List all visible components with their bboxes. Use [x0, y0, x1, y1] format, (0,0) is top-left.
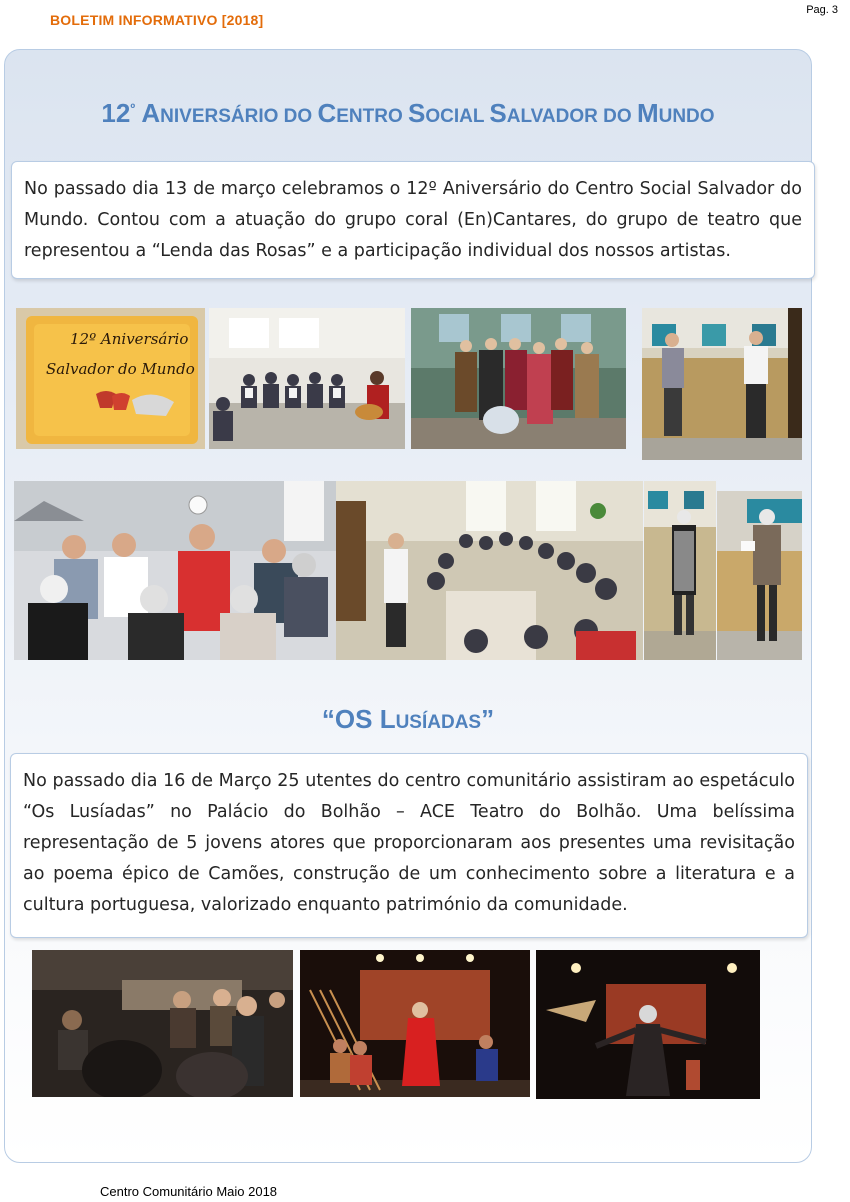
photo-stage-actors — [300, 950, 530, 1097]
photo-stage-performer — [536, 950, 760, 1099]
section-title-anniversary: $12^º$ ANIVERSÁRIO DO CENTRO SOCIAL SALVADOR DO MUNDO — [101, 98, 715, 128]
photo-hall-audience — [336, 481, 643, 660]
anniversary-paragraph: No passado dia 13 de março celebramos o 12º Aniversário do Centro Social Salvador do Mundo. Contou com a atuação do grupo coral (En)Cantares, do grupo de teatro que representou a “Lenda das Rosas” e a participação individual dos nossos artistas. — [24, 179, 802, 261]
section-title-lusiadas: “OS LUSÍADAS” — [321, 704, 495, 734]
photo-woman-reciting — [644, 481, 716, 660]
photo-woman-reading — [717, 491, 802, 660]
photo-theatre-audience — [32, 950, 293, 1097]
lusiadas-paragraph: No passado dia 16 de Março 25 utentes do centro comunitário assistiram ao espetáculo “Os Lusíadas” no Palácio do Bolhão – ACE Teatro do Bolhão. Uma belíssima representação de 5 jovens atores que proporcionaram aos presentes uma revisitação ao poema épico de Camões, construção de um conhecimento sobre a literatura e a cultura portuguesa, valorizado enquanto património da comunidade. — [23, 771, 795, 915]
header-title: BOLETIM INFORMATIVO [2018] — [50, 12, 264, 28]
photo-audience-singing — [14, 481, 336, 660]
lusiadas-text-box — [10, 753, 808, 938]
photo-birthday-cake — [16, 308, 205, 449]
cake-text-2: Salvador do Mundo — [46, 360, 195, 378]
photo-theatre-group — [411, 308, 626, 449]
photo-choir-group — [209, 308, 405, 449]
cake-text-1: 12º Aniversário — [70, 330, 189, 348]
photo-singers-duo — [642, 308, 802, 460]
page-number: Pag. 3 — [806, 4, 838, 16]
anniversary-text-box — [11, 161, 815, 279]
footer-text: Centro Comunitário Maio 2018 — [100, 1184, 278, 1199]
